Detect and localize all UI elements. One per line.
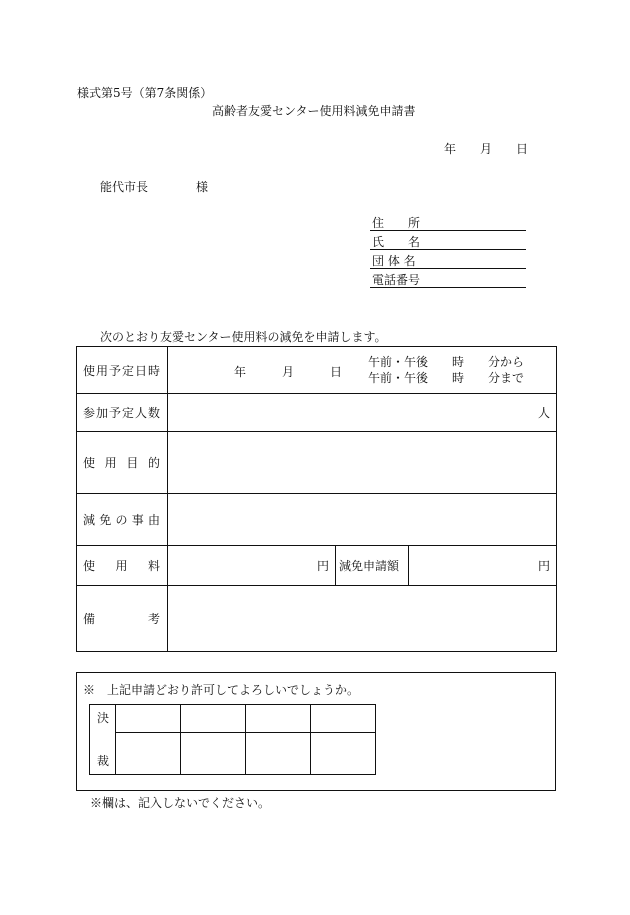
date-day-label: 日 (516, 142, 529, 156)
form-number: 様式第5号（第7条関係） (77, 86, 213, 100)
stamp-header-cell-1[interactable] (116, 705, 181, 733)
addressee-honorific: 様 (196, 180, 209, 194)
decision-char-bottom: 裁 (97, 754, 110, 768)
remarks-row (77, 586, 557, 652)
applicant-phone-label: 電話番号 (372, 273, 421, 287)
stamp-cell-2[interactable] (181, 733, 246, 775)
purpose-row (77, 432, 557, 494)
stamp-cell-1[interactable] (116, 733, 181, 775)
participants-cell[interactable] (168, 394, 557, 432)
purpose-label-cell (77, 432, 168, 494)
reduction-amount-label-cell (336, 546, 409, 586)
reduction-reason-label-cell (77, 494, 168, 546)
stamp-header-cell-3[interactable] (246, 705, 311, 733)
reduction-yen-unit: 円 (538, 559, 551, 573)
form-title: 高齢者友愛センター使用料減免申請書 (212, 104, 416, 118)
fee-label-cell (77, 546, 168, 586)
applicant-org-label: 団 体 名 (372, 254, 416, 268)
date-month-label: 月 (480, 142, 493, 156)
participants-label: 参加予定人数 (83, 406, 162, 420)
usage-day-label: 日 (330, 365, 343, 379)
participants-unit: 人 (538, 406, 551, 420)
usage-year-label: 年 (234, 365, 247, 379)
stamp-header-cell-2[interactable] (181, 705, 246, 733)
footnote: ※欄は、記入しないでください。 (90, 796, 271, 810)
reduction-amount-cell[interactable] (409, 546, 557, 586)
applicant-phone-line[interactable] (370, 287, 526, 288)
reduction-reason-label: 減免の事由 (83, 513, 161, 527)
stamp-cell-3[interactable] (246, 733, 311, 775)
usage-start-time: 午前・午後 時 分から (368, 355, 525, 369)
fee-label: 使用料 (83, 559, 161, 573)
stamp-header-cell-4[interactable] (311, 705, 376, 733)
stamp-cell-4[interactable] (311, 733, 376, 775)
permission-question: ※ 上記申請どおり許可してよろしいでしょうか。 (83, 683, 360, 697)
purpose-cell[interactable] (168, 432, 557, 494)
fee-yen-unit: 円 (316, 559, 329, 573)
applicant-name-line[interactable] (370, 249, 526, 250)
purpose-label: 使用目的 (83, 456, 161, 470)
participants-row (77, 394, 557, 432)
decision-char-top: 決 (97, 711, 110, 725)
usage-month-label: 月 (282, 365, 295, 379)
usage-datetime-label-cell (77, 347, 168, 394)
remarks-label-cell (77, 586, 168, 652)
usage-datetime-cell[interactable] (168, 347, 557, 394)
usage-datetime-row (77, 347, 557, 394)
application-table (76, 346, 557, 652)
applicant-org-line[interactable] (370, 268, 526, 269)
remarks-cell[interactable] (168, 586, 557, 652)
stamp-body-row (90, 733, 376, 775)
stamp-header-row (90, 705, 376, 733)
addressee-name: 能代市長 (100, 180, 149, 194)
date-year-label: 年 (444, 142, 457, 156)
applicant-address-label: 住 所 (372, 216, 421, 230)
applicant-name-label: 氏 名 (372, 235, 421, 249)
approval-stamp-table (89, 704, 376, 775)
decision-label-cell (90, 705, 116, 775)
usage-end-time: 午前・午後 時 分まで (368, 371, 525, 385)
intro-text: 次のとおり友愛センター使用料の減免を申請します。 (100, 330, 387, 344)
remarks-label: 備考 (83, 612, 161, 626)
fee-cell[interactable] (168, 546, 336, 586)
usage-datetime-label: 使用予定日時 (83, 363, 162, 378)
reduction-reason-cell[interactable] (168, 494, 557, 546)
participants-label-cell (77, 394, 168, 432)
reduction-reason-row (77, 494, 557, 546)
fee-row (77, 546, 557, 586)
reduction-amount-label: 減免申請額 (339, 559, 400, 573)
applicant-address-line[interactable] (370, 230, 526, 231)
